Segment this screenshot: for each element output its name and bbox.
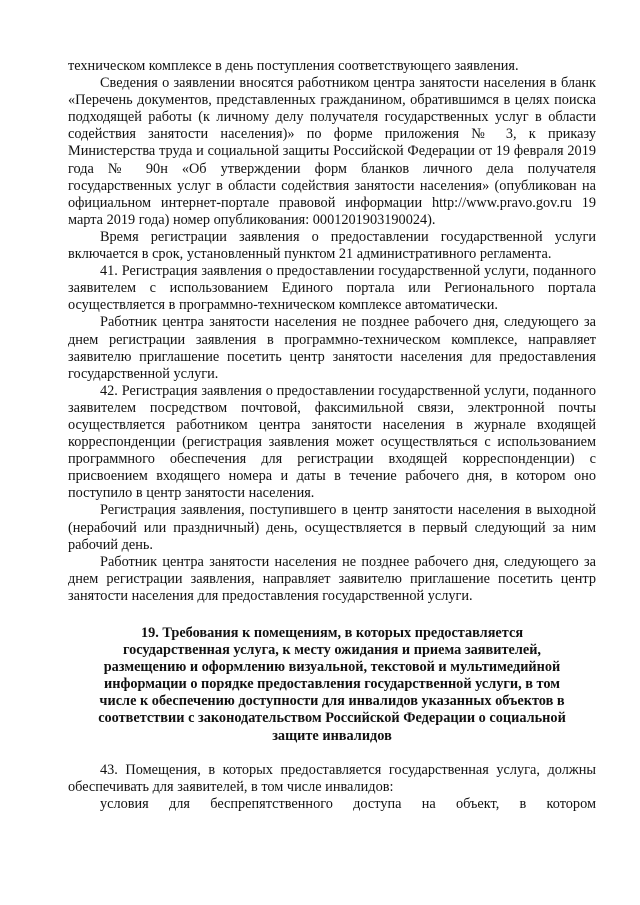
spacer [68, 745, 596, 762]
paragraph-item-43: 43. Помещения, в которых предоставляется государственная услуга, должны обеспечивать для заявителей, в том числе инвалидов: [68, 761, 596, 795]
document-page [68, 58, 596, 813]
paragraph-weekend-registration: Регистрация заявления, поступившего в центр занятости населения в выходной (нерабочий или праздничный) день, осуществляется в первый следующий за ним рабочий день. [68, 502, 596, 553]
paragraph-invitation-portal: Работник центра занятости населения не позднее рабочего дня, следующего за днем регистрации заявления в программно-техническом комплексе, направляет заявителю приглашение посетить центр занятости населения для предоставления государственной услуги. [68, 314, 596, 382]
paragraph-application-info: Сведения о заявлении вносятся работником центра занятости населения в бланк «Перечень документов, представленных гражданином, обратившимся в целях поиска подходящей работы (к личному делу получателя государственных услуг в области содействия занятости населения)» по форме приложения № 3, к приказу Министерства труда и социальной защиты Российской Федерации от 19 февраля 2019 года № 90н «Об утверждении форм бланков личного дела получателя государственных услуг в области содействия занятости населения» (опубликован на официальном интернет-портале правовой информации http://www.pravo.gov.ru 19 марта 2019 года) номер опубликования: 0001201903190024). [68, 75, 596, 228]
paragraph-item-42: 42. Регистрация заявления о предоставлении государственной услуги, поданного заявителем посредством почтовой, факсимильной связи, электронной почты осуществляется работником центра занятости населения в журнале входящей корреспонденции (регистрация заявления может осуществляться с использованием программного обеспечения для регистрации входящей корреспонденции) с присвоением входящего номера и даты в течение рабочего дня, в котором оно поступило в центр занятости населения. [68, 382, 596, 502]
paragraph-invitation-mail: Работник центра занятости населения не позднее рабочего дня, следующего за днем регистрации заявления, направляет заявителю приглашение посетить центр занятости населения для предоставления государственной услуги. [68, 553, 596, 604]
paragraph-item-41: 41. Регистрация заявления о предоставлении государственной услуги, поданного заявителем с использованием Единого портала или Регионального портала осуществляется в программно-техническом комплексе автоматически. [68, 263, 596, 314]
paragraph-access-conditions: условия для беспрепятственного доступа на объект, в котором [100, 795, 596, 812]
paragraph-registration-time: Время регистрации заявления о предоставлении государственной услуги включается в срок, установленный пунктом 21 административного регламента. [68, 228, 596, 263]
paragraph-continuation: техническом комплексе в день поступления соответствующего заявления. [68, 58, 519, 74]
section-heading-19: 19. Требования к помещениям, в которых предоставляется государственная услуга, к месту ожидания и приема заявителей, размещению и оформлению визуальной, текстовой и мультимедийной информации о порядке предоставления государственной услуги, в том числе к обеспечению доступности для инвалидов указанных объектов в соответствии с законодательством Российской Федерации о социальной защите инвалидов [98, 625, 566, 744]
